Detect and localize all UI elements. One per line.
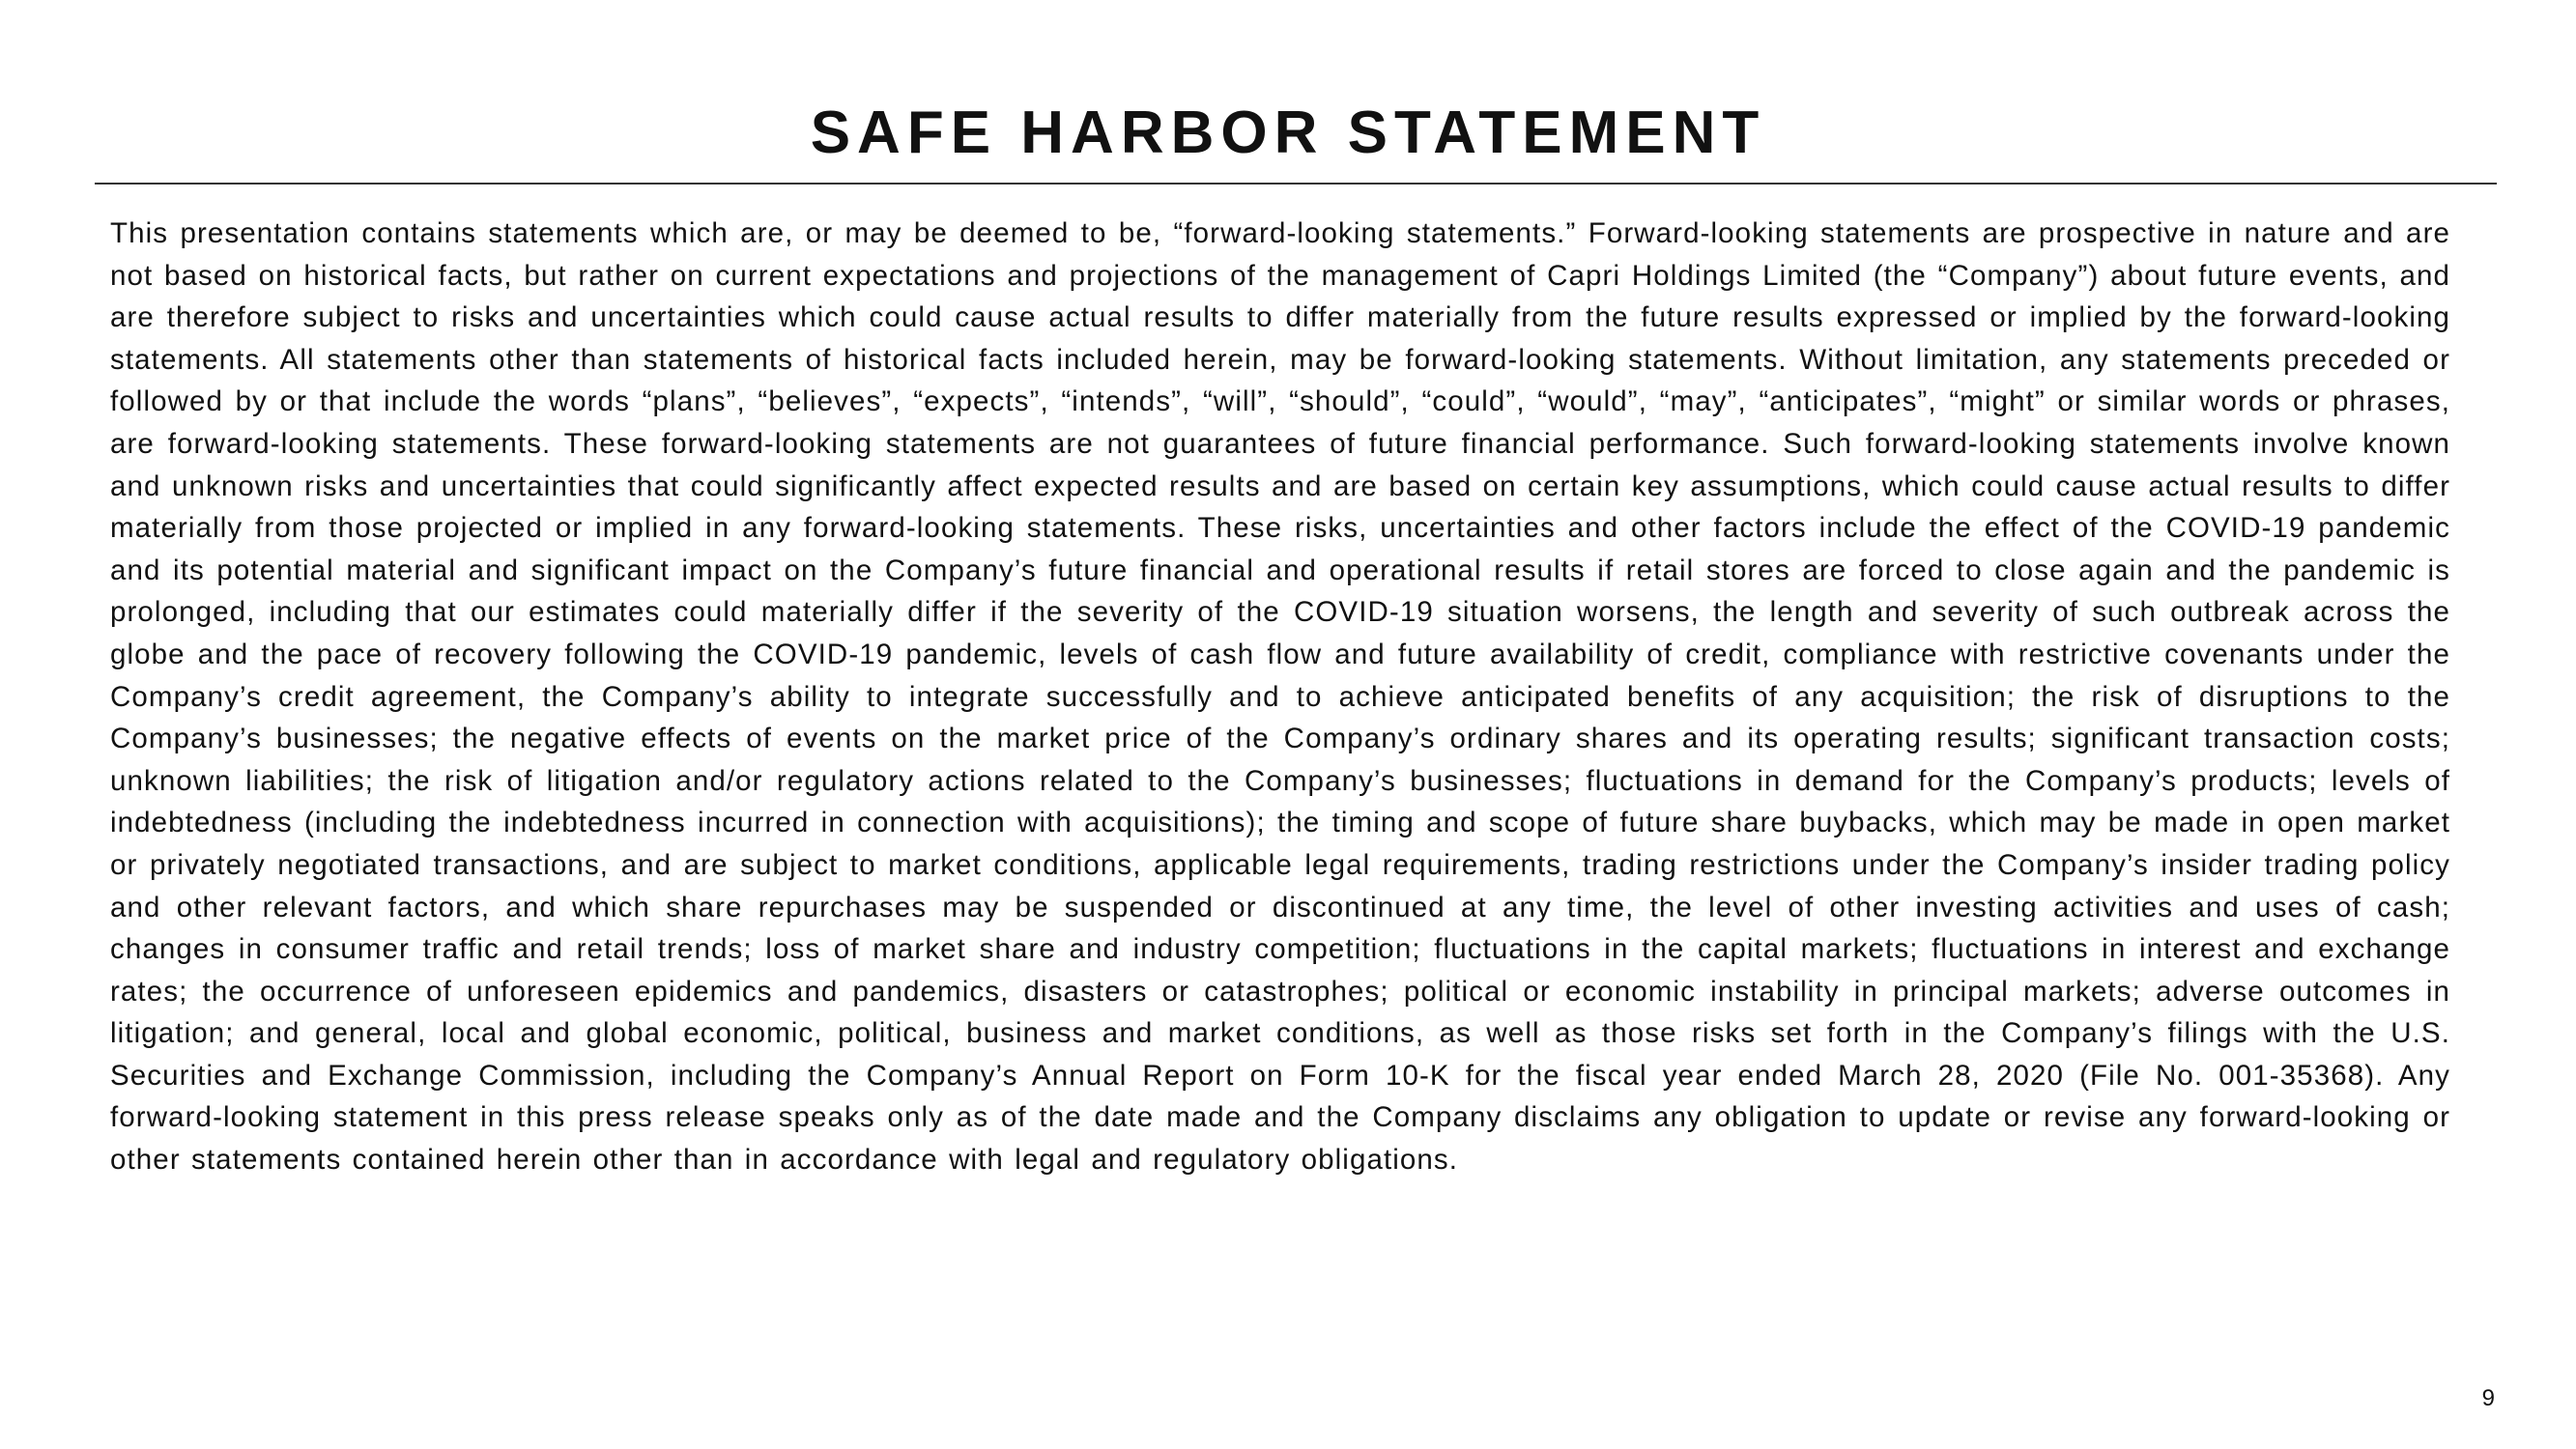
- safe-harbor-body-text: This presentation contains statements which are, or may be deemed to be, “forward-looking statements.” Forward-looking statements are prospective in nature and are not based on historical facts, but rather on current expectations and projections of the management of Capri Holdings Limited (the “Company”) about future events, and are therefore subject to risks and uncertainties which could cause actual results to differ materially from the future results expressed or implied by the forward-looking statements. All statements other than statements of historical facts included herein, may be forward-looking statements. Without limitation, any statements preceded or followed by or that include the words “plans”, “believes”, “expects”, “intends”, “will”, “should”, “could”, “would”, “may”, “anticipates”, “might” or similar words or phrases, are forward-looking statements. These forward-looking statements are not guarantees of future financial performance. Such forward-looking statements involve known and unknown risks and uncertainties that could significantly affect expected results and are based on certain key assumptions, which could cause actual results to differ materially from those projected or implied in any forward-looking statements. These risks, uncertainties and other factors include the effect of the COVID-19 pandemic and its potential material and significant impact on the Company’s future financial and operational results if retail stores are forced to close again and the pandemic is prolonged, including that our estimates could materially differ if the severity of the COVID-19 situation worsens, the length and severity of such outbreak across the globe and the pace of recovery following the COVID-19 pandemic, levels of cash flow and future availability of credit, compliance with restrictive covenants under the Company’s credit agreement, the Company’s ability to integrate successfully and to achieve anticipated benefits of any acquisition; the risk of disruptions to the Company’s businesses; the negative effects of events on the market price of the Company’s ordinary shares and its operating results; significant transaction costs; unknown liabilities; the risk of litigation and/or regulatory actions related to the Company’s businesses; fluctuations in demand for the Company’s products; levels of indebtedness (including the indebtedness incurred in connection with acquisitions); the timing and scope of future share buybacks, which may be made in open market or privately negotiated transactions, and are subject to market conditions, applicable legal requirements, trading restrictions under the Company’s insider trading policy and other relevant factors, and which share repurchases may be suspended or discontinued at any time, the level of other investing activities and uses of cash; changes in consumer traffic and retail trends; loss of market share and industry competition; fluctuations in the capital markets; fluctuations in interest and exchange rates; the occurrence of unforeseen epidemics and pandemics, disasters or catastrophes; political or economic instability in principal markets; adverse outcomes in litigation; and general, local and global economic, political, business and market conditions, as well as those risks set forth in the Company’s filings with the U.S. Securities and Exchange Commission, including the Company’s Annual Report on Form 10-K for the fiscal year ended March 28, 2020 (File No. 001-35368). Any forward-looking statement in this press release speaks only as of the date made and the Company disclaims any obligation to update or revise any forward-looking or other statements contained herein other than in accordance with legal and regulatory obligations.: [110, 217, 2450, 1177]
- page-number: 9: [2481, 1385, 2495, 1411]
- slide-title: SAFE HARBOR STATEMENT: [810, 99, 1766, 166]
- title-divider: [95, 183, 2497, 185]
